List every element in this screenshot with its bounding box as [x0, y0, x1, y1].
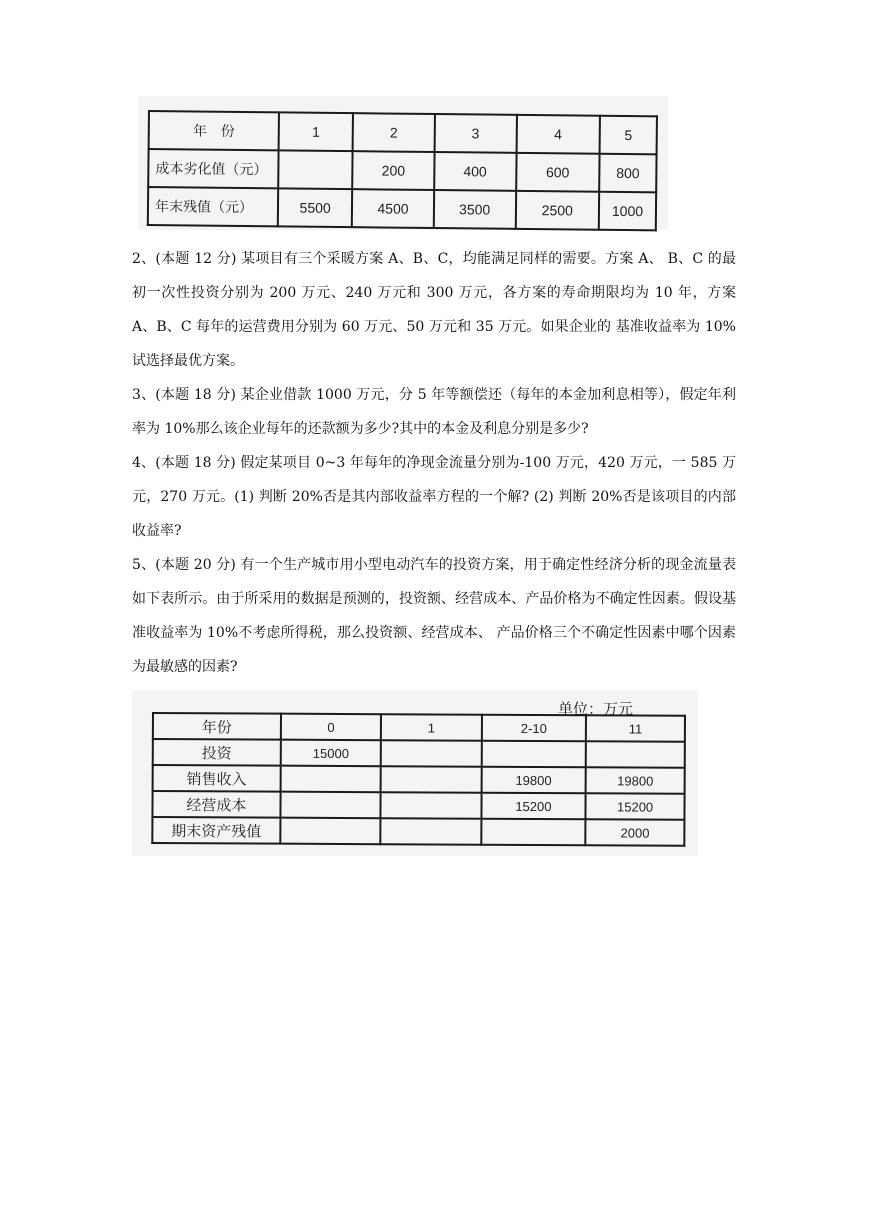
table-header-cell: 2-10 [481, 715, 586, 742]
table-row [152, 791, 684, 820]
table-cell [381, 740, 481, 767]
table-cell: 4500 [352, 189, 434, 228]
row-label: 年末残值（元） [148, 187, 279, 226]
table-header-cell: 11 [586, 715, 685, 742]
table-cell: 19800 [586, 767, 685, 794]
table-cell: 19800 [481, 767, 586, 794]
table-row [148, 187, 656, 230]
table-cell: 5500 [278, 188, 352, 227]
table-cell [381, 766, 481, 793]
row-label: 销售收入 [153, 765, 281, 792]
table-header-cell: 3 [434, 114, 516, 153]
table-cell: 1000 [599, 192, 656, 231]
table-header-cell: 1 [381, 714, 481, 741]
table-cell: 15200 [586, 793, 685, 820]
table-cell: 3500 [434, 190, 516, 229]
table-row [153, 713, 685, 742]
table-cell: 400 [434, 152, 516, 191]
table-row [153, 739, 685, 768]
cash-flow-table [151, 712, 686, 847]
table-row [152, 817, 684, 846]
table-header-cell: 年份 [153, 713, 281, 740]
table-header-cell: 1 [279, 112, 353, 151]
table-cell: 15200 [481, 793, 586, 820]
table-cell [278, 150, 352, 189]
table-header-cell: 0 [281, 714, 382, 741]
table-header-cell: 4 [516, 115, 600, 154]
row-label: 成本劣化值（元） [148, 149, 279, 188]
question-4: 4、(本题 18 分) 假定某项目 0~3 年每年的净现金流量分别为-100 万元，420 万元，一 585 万元，270 万元。(1) 判断 20%否是其内部收益率方程的一个解? (2) 判断 20%否是该项目的内部收益率? [132, 455, 736, 539]
table-cell [280, 792, 381, 819]
table-row [148, 149, 656, 192]
row-label: 投资 [153, 739, 281, 766]
row-label: 经营成本 [152, 791, 280, 818]
table-cell: 15000 [280, 740, 381, 767]
question-3: 3、(本题 18 分) 某企业借款 1000 万元，分 5 年等额偿还（每年的本金加利息相等），假定年利率为 10%那么该企业每年的还款额为多少?其中的本金及利息分别是多少? [132, 387, 736, 437]
table-cell [481, 819, 586, 846]
row-label: 期末资产残值 [152, 817, 280, 844]
table-row [153, 765, 685, 794]
question-2: 2、(本题 12 分) 某项目有三个采暖方案 A、B、C，均能满足同样的需要。方案 A、 B、C 的最初一次性投资分别为 200 万元、240 万元和 300 万元，各方案的寿命期限均为 10 年，方案 A、B、C 每年的运营费用分别为 60 万元、50 万元和 35 万元。如果企业的 基准收益率为 10%试选择最优方案。 [132, 251, 736, 369]
table-cell: 2500 [515, 191, 599, 230]
unit-label: 单位：万元 [558, 701, 634, 718]
table-cell [280, 766, 381, 793]
table-cell [481, 741, 586, 768]
table-cell [586, 741, 685, 768]
table-cell: 200 [352, 151, 434, 190]
table-row [149, 111, 657, 154]
depreciation-table [147, 110, 658, 231]
table-cell [280, 818, 381, 845]
table-cell [381, 792, 481, 819]
table-cell: 800 [599, 154, 656, 193]
table-header-cell: 2 [353, 113, 435, 152]
table-cell: 2000 [586, 819, 685, 846]
table-cell: 600 [516, 153, 600, 192]
table-cell [381, 818, 481, 845]
table-header-cell: 5 [600, 116, 657, 155]
question-5: 5、(本题 20 分) 有一个生产城市用小型电动汽车的投资方案，用于确定性经济分析的现金流量表如下表所示。由于所采用的数据是预测的，投资额、经营成本、产品价格为不确定性因素。假设基准收益率为 10%不考虑所得税，那么投资额、经营成本、 产品价格三个不确定性因素中哪个因素为最敏感的因素? [132, 557, 736, 675]
table-header-cell: 年 份 [149, 111, 280, 150]
